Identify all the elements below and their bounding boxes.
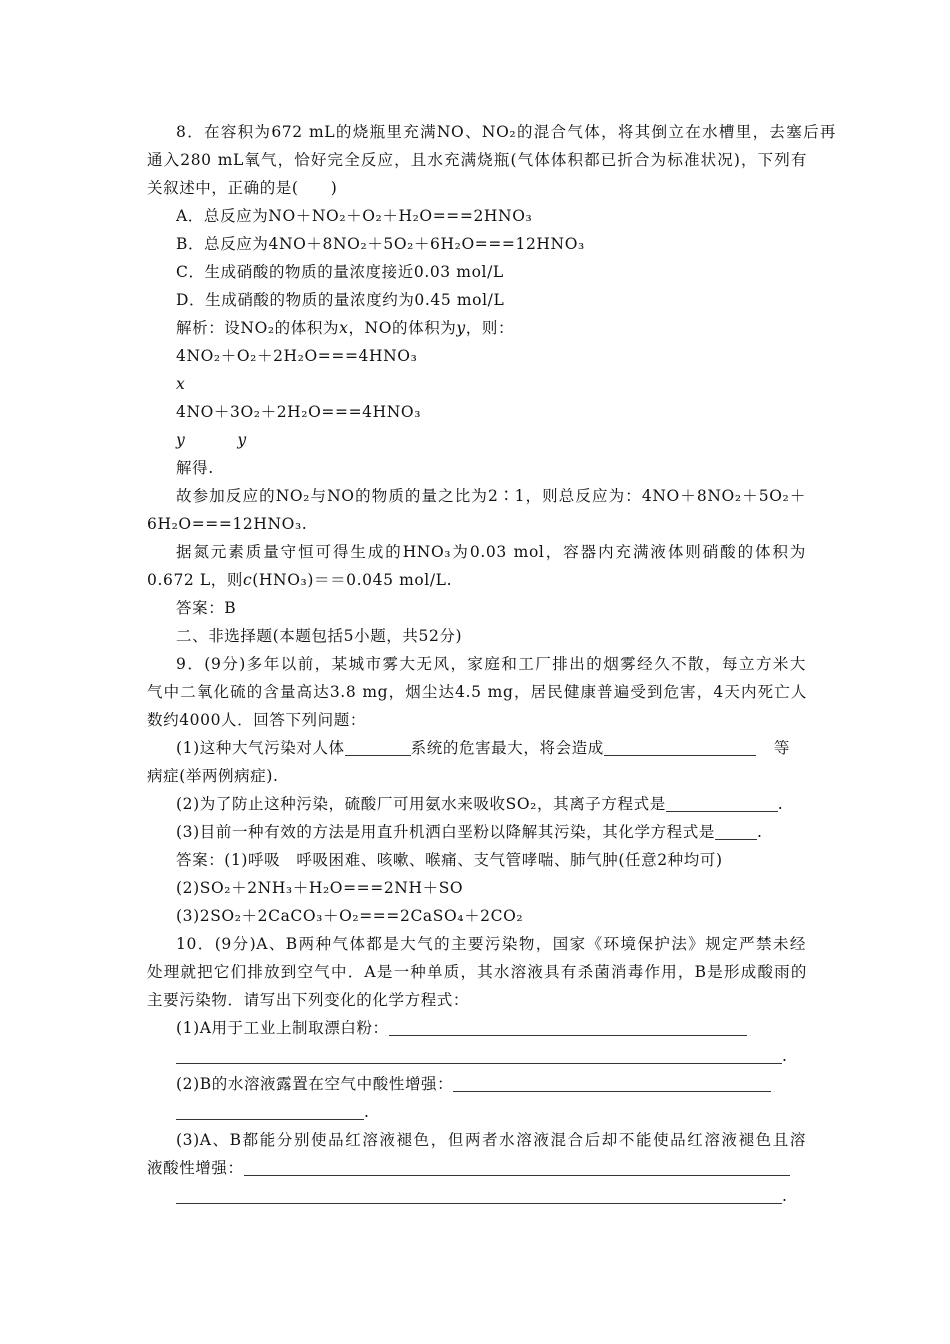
q9-part1-line1: (1)这种大气污染对人体 系统的危害最大，将会造成 等 <box>176 739 790 757</box>
q8-option-a: A．总反应为NO＋NO₂＋O₂＋H₂O===2HNO₃ <box>176 207 533 225</box>
q9-stem-line2: 气中二氧化硫的含量高达3.8 mg，烟尘达4.5 mg，居民健康普遍受到危害，4天内死亡人 <box>147 683 807 701</box>
q10-stem-line2: 处理就把它们排放到空气中．A是一种单质，其水溶液具有杀菌消毒作用，B是形成酸雨的 <box>147 963 807 981</box>
q8-conc-line1: 据氮元素质量守恒可得生成的HNO₃为0.03 mol，容器内充满液体则硝酸的体积为 <box>176 543 806 561</box>
q9-answer-2: (2)SO₂＋2NH₃＋H₂O===2NH＋SO <box>176 879 464 897</box>
q8-equation-2-vars: y y <box>176 431 247 449</box>
q8-answer: 答案：B <box>176 599 237 617</box>
q9-answer-3: (3)2SO₂＋2CaCO₃＋O₂===2CaSO₄＋2CO₂ <box>176 907 524 925</box>
var-y: y <box>456 319 466 337</box>
answer-blank[interactable] <box>176 1049 782 1064</box>
answer-blank[interactable] <box>715 825 757 840</box>
q8-option-b: B．总反应为4NO＋8NO₂＋5O₂＋6H₂O===12HNO₃ <box>176 235 585 253</box>
answer-blank[interactable] <box>389 1021 747 1036</box>
q10-stem-line1: 10．(9分)A、B两种气体都是大气的主要污染物，国家《环境保护法》规定严禁未经 <box>176 935 806 953</box>
answer-blank[interactable] <box>453 1077 771 1092</box>
q10-part2: (2)B的水溶液露置在空气中酸性增强： <box>176 1073 771 1095</box>
section-2-heading: 二、非选择题(本题包括5小题，共52分) <box>176 627 463 645</box>
answer-blank[interactable] <box>345 741 411 756</box>
q9-part3: (3)目前一种有效的方法是用直升机洒白垩粉以降解其污染，其化学方程式是 . <box>176 823 763 841</box>
q10-stem-line3: 主要污染物．请写出下列变化的化学方程式： <box>147 991 470 1009</box>
analysis-suffix: ，则： <box>465 319 515 337</box>
q10-part3-line1: (3)A、B都能分别使品红溶液褪色，但两者水溶液混合后却不能使品红溶液褪色且溶 <box>176 1131 806 1149</box>
answer-blank[interactable] <box>604 741 756 756</box>
analysis-mid: ，NO的体积为 <box>348 319 457 337</box>
q10-part2-line2: . <box>176 1101 370 1123</box>
q8-stem-line1: 8．在容积为672 mL的烧瓶里充满NO、NO₂的混合气体，将其倒立在水槽里，去塞后再 <box>176 123 836 141</box>
var-x: x <box>339 319 349 337</box>
q8-ratio-line2: 6H₂O===12HNO₃. <box>147 515 308 533</box>
q9-part2: (2)为了防止这种污染，硫酸厂可用氨水来吸收SO₂，其离子方程式是 . <box>176 795 784 813</box>
answer-blank[interactable] <box>244 1161 790 1176</box>
answer-blank[interactable] <box>176 1189 782 1204</box>
q8-analysis-intro <box>176 317 514 339</box>
q9-answer-1: 答案：(1)呼吸 呼吸困难、咳嗽、喉痛、支气管哮喘、肺气肿(任意2种均可) <box>176 851 723 869</box>
q10-part3-line2: 液酸性增强： <box>147 1157 790 1179</box>
answer-blank[interactable] <box>176 1105 364 1120</box>
q8-option-c: C．生成硝酸的物质的量浓度接近0.03 mol/L <box>176 263 504 281</box>
analysis-prefix: 解析：设NO₂的体积为 <box>176 319 340 337</box>
q8-equation-1: 4NO₂＋O₂＋2H₂O===4HNO₃ <box>176 347 418 365</box>
q8-option-d: D．生成硝酸的物质的量浓度约为0.45 mol/L <box>176 291 505 309</box>
q9-stem-line1: 9．(9分)多年以前，某城市雾大无风，家庭和工厂排出的烟雾经久不散，每立方米大 <box>176 655 806 673</box>
q10-part3-line3: . <box>176 1185 788 1207</box>
q8-equation-1-var: x <box>176 375 186 393</box>
q10-part1: (1)A用于工业上制取漂白粉： <box>176 1017 747 1039</box>
q8-stem-line2: 通入280 mL氧气，恰好完全反应，且水充满烧瓶(气体体积都已折合为标准状况)，下列有 <box>147 151 807 169</box>
answer-blank[interactable] <box>666 797 778 812</box>
q9-part1-line2: 病症(举两例病症). <box>147 767 279 785</box>
q10-part1-line2: . <box>176 1045 788 1067</box>
q8-solve: 解得. <box>176 459 214 477</box>
q8-conc-line2: 0.672 L，则c(HNO₃)＝＝0.045 mol/L. <box>147 571 453 589</box>
q8-ratio-line1: 故参加反应的NO₂与NO的物质的量之比为2∶1，则总反应为：4NO＋8NO₂＋5O₂＋ <box>176 487 806 505</box>
q8-stem-line3: 关叙述中，正确的是( ) <box>147 179 338 197</box>
q8-equation-2: 4NO＋3O₂＋2H₂O===4HNO₃ <box>176 403 422 421</box>
q9-stem-line3: 数约4000人．回答下列问题： <box>147 711 366 729</box>
